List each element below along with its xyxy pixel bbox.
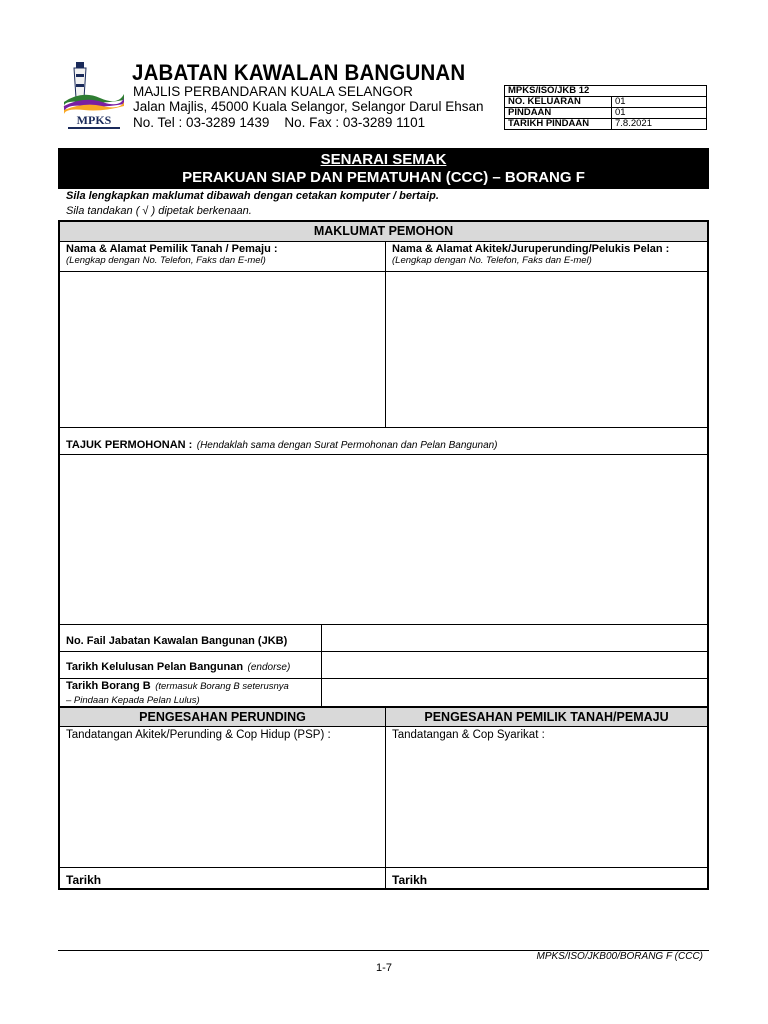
checklist-form bbox=[58, 220, 709, 890]
instruction-1: Sila lengkapkan maklumat dibawah dengan cetakan komputer / bertaip. bbox=[66, 190, 439, 202]
architect-label: Nama & Alamat Akitek/Juruperunding/Pelukis Pelan : bbox=[392, 243, 670, 255]
title-band bbox=[58, 148, 709, 189]
footer-reference: MPKS/ISO/JKB00/BORANG F (CCC) bbox=[536, 951, 703, 962]
org-contact: No. Tel : 03-3289 1439 No. Fax : 03-3289 1101 bbox=[133, 115, 426, 130]
consultant-sign-label: Tandatangan Akitek/Perunding & Cop Hidup (PSP) : bbox=[66, 729, 331, 741]
org-title: JABATAN KAWALAN BANGUNAN bbox=[132, 60, 466, 85]
svg-text:MPKS: MPKS bbox=[76, 113, 112, 127]
doc-ctrl-value: 01 bbox=[612, 97, 707, 108]
owner-label: Nama & Alamat Pemilik Tanah / Pemaju : bbox=[66, 243, 278, 255]
doc-ctrl-key: PINDAAN bbox=[505, 108, 612, 119]
doc-ctrl-value: 7.8.2021 bbox=[612, 119, 707, 130]
file-no-label: No. Fail Jabatan Kawalan Bangunan (JKB) bbox=[66, 635, 288, 647]
section-owner-header: PENGESAHAN PEMILIK TANAH/PEMAJU bbox=[386, 708, 707, 726]
owner-signature-field[interactable] bbox=[386, 727, 707, 867]
architect-sublabel: (Lengkap dengan No. Telefon, Faks dan E-mel) bbox=[392, 255, 592, 266]
application-title-field[interactable] bbox=[60, 455, 707, 624]
file-no-field[interactable] bbox=[322, 625, 707, 651]
consultant-date-field[interactable] bbox=[110, 868, 385, 888]
doc-ctrl-value: 01 bbox=[612, 108, 707, 119]
document-control-table bbox=[504, 85, 707, 130]
application-title-label-block bbox=[66, 435, 696, 453]
doc-ctrl-key: NO. KELUARAN bbox=[505, 97, 612, 108]
section-applicant-header: MAKLUMAT PEMOHON bbox=[60, 222, 707, 241]
owner-sublabel: (Lengkap dengan No. Telefon, Faks dan E-mel) bbox=[66, 255, 266, 266]
doc-ref: MPKS/ISO/JKB 12 bbox=[505, 86, 707, 97]
owner-label-block bbox=[66, 243, 376, 266]
org-name: MAJLIS PERBANDARAN KUALA SELANGOR bbox=[133, 84, 413, 99]
borang-b-date-label: Tarikh Borang B (termasuk Borang B seterusnya – Pindaan Kepada Pelan Lulus) bbox=[66, 680, 289, 706]
owner-date-field[interactable] bbox=[436, 868, 707, 888]
instruction-2: Sila tandakan ( √ ) dipetak berkenaan. bbox=[66, 205, 252, 217]
doc-ctrl-key: TARIKH PINDAAN bbox=[505, 119, 612, 130]
owner-details-field[interactable] bbox=[60, 272, 385, 427]
title-line-2: PERAKUAN SIAP DAN PEMATUHAN (CCC) – BORANG F bbox=[182, 169, 585, 186]
consultant-date-label: Tarikh bbox=[66, 873, 102, 887]
page-number: 1-7 bbox=[376, 962, 392, 974]
mpks-logo bbox=[62, 58, 126, 132]
org-address: Jalan Majlis, 45000 Kuala Selangor, Selangor Darul Ehsan bbox=[133, 99, 484, 114]
architect-details-field[interactable] bbox=[386, 272, 707, 427]
approval-date-label: Tarikh Kelulusan Pelan Bangunan (endorse) bbox=[66, 661, 291, 673]
consultant-signature-field[interactable] bbox=[60, 727, 385, 867]
borang-b-date-field[interactable] bbox=[322, 679, 707, 706]
architect-label-block bbox=[392, 243, 707, 266]
approval-date-field[interactable] bbox=[322, 652, 707, 678]
section-consultant-header: PENGESAHAN PERUNDING bbox=[60, 708, 385, 726]
application-title-label: TAJUK PERMOHONAN : bbox=[66, 439, 193, 451]
owner-sign-label: Tandatangan & Cop Syarikat : bbox=[392, 729, 545, 741]
title-line-1: SENARAI SEMAK bbox=[320, 151, 447, 168]
owner-date-label: Tarikh bbox=[392, 873, 428, 887]
application-title-sublabel: (Hendaklah sama dengan Surat Permohonan dan Pelan Bangunan) bbox=[196, 440, 498, 451]
